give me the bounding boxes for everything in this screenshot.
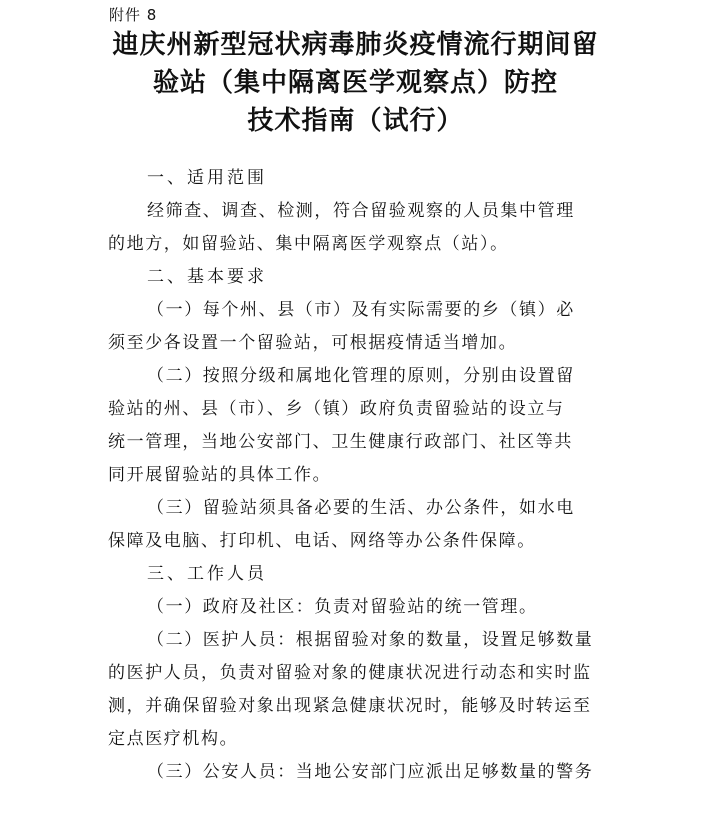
paragraph-line: 的医护人员，负责对留验对象的健康状况进行动态和实时监 (108, 663, 592, 683)
paragraph-line: 须至少各设置一个留验站，可根据疫情适当增加。 (108, 333, 518, 353)
paragraph-line: 验站的州、县（市）、乡（镇）政府负责留验站的设立与 (108, 399, 565, 419)
paragraph-line: 测，并确保留验对象出现紧急健康状况时，能够及时转运至 (108, 696, 592, 716)
title-line-3: 技术指南（试行） (247, 106, 464, 136)
paragraph-line: （一）每个州、县（市）及有实际需要的乡（镇）必 (147, 300, 575, 320)
paragraph-line: （一）政府及社区：负责对留验站的统一管理。 (147, 597, 538, 617)
title-line-2: 验站（集中隔离医学观察点）防控 (152, 68, 558, 98)
paragraph-line: 保障及电脑、打印机、电话、网络等办公条件保障。 (108, 531, 536, 551)
paragraph-line: （二）医护人员：根据留验对象的数量，设置足够数量 (147, 630, 594, 650)
attachment-label: 附件 8 (109, 6, 158, 24)
paragraph-line: （二）按照分级和属地化管理的原则，分别由设置留 (147, 366, 575, 386)
paragraph-line: 经筛查、调查、检测，符合留验观察的人员集中管理 (147, 201, 575, 221)
document-title (0, 26, 711, 140)
document-body (108, 162, 608, 789)
paragraph-line: 定点医疗机构。 (108, 729, 239, 749)
section-heading-scope: 一、适用范围 (147, 168, 267, 188)
paragraph-line: （三）留验站须具备必要的生活、办公条件，如水电 (147, 498, 575, 518)
paragraph-line: 的地方，如留验站、集中隔离医学观察点（站）。 (108, 234, 509, 254)
section-heading-staff: 三、工作人员 (147, 564, 267, 584)
paragraph-line: 同开展留验站的具体工作。 (108, 465, 332, 485)
title-line-1: 迪庆州新型冠状病毒肺炎疫情流行期间留 (112, 30, 599, 60)
section-heading-basic-requirements: 二、基本要求 (147, 267, 267, 287)
paragraph-line: 统一管理，当地公安部门、卫生健康行政部门、社区等共 (108, 432, 573, 452)
paragraph-line: （三）公安人员：当地公安部门应派出足够数量的警务 (147, 762, 594, 782)
